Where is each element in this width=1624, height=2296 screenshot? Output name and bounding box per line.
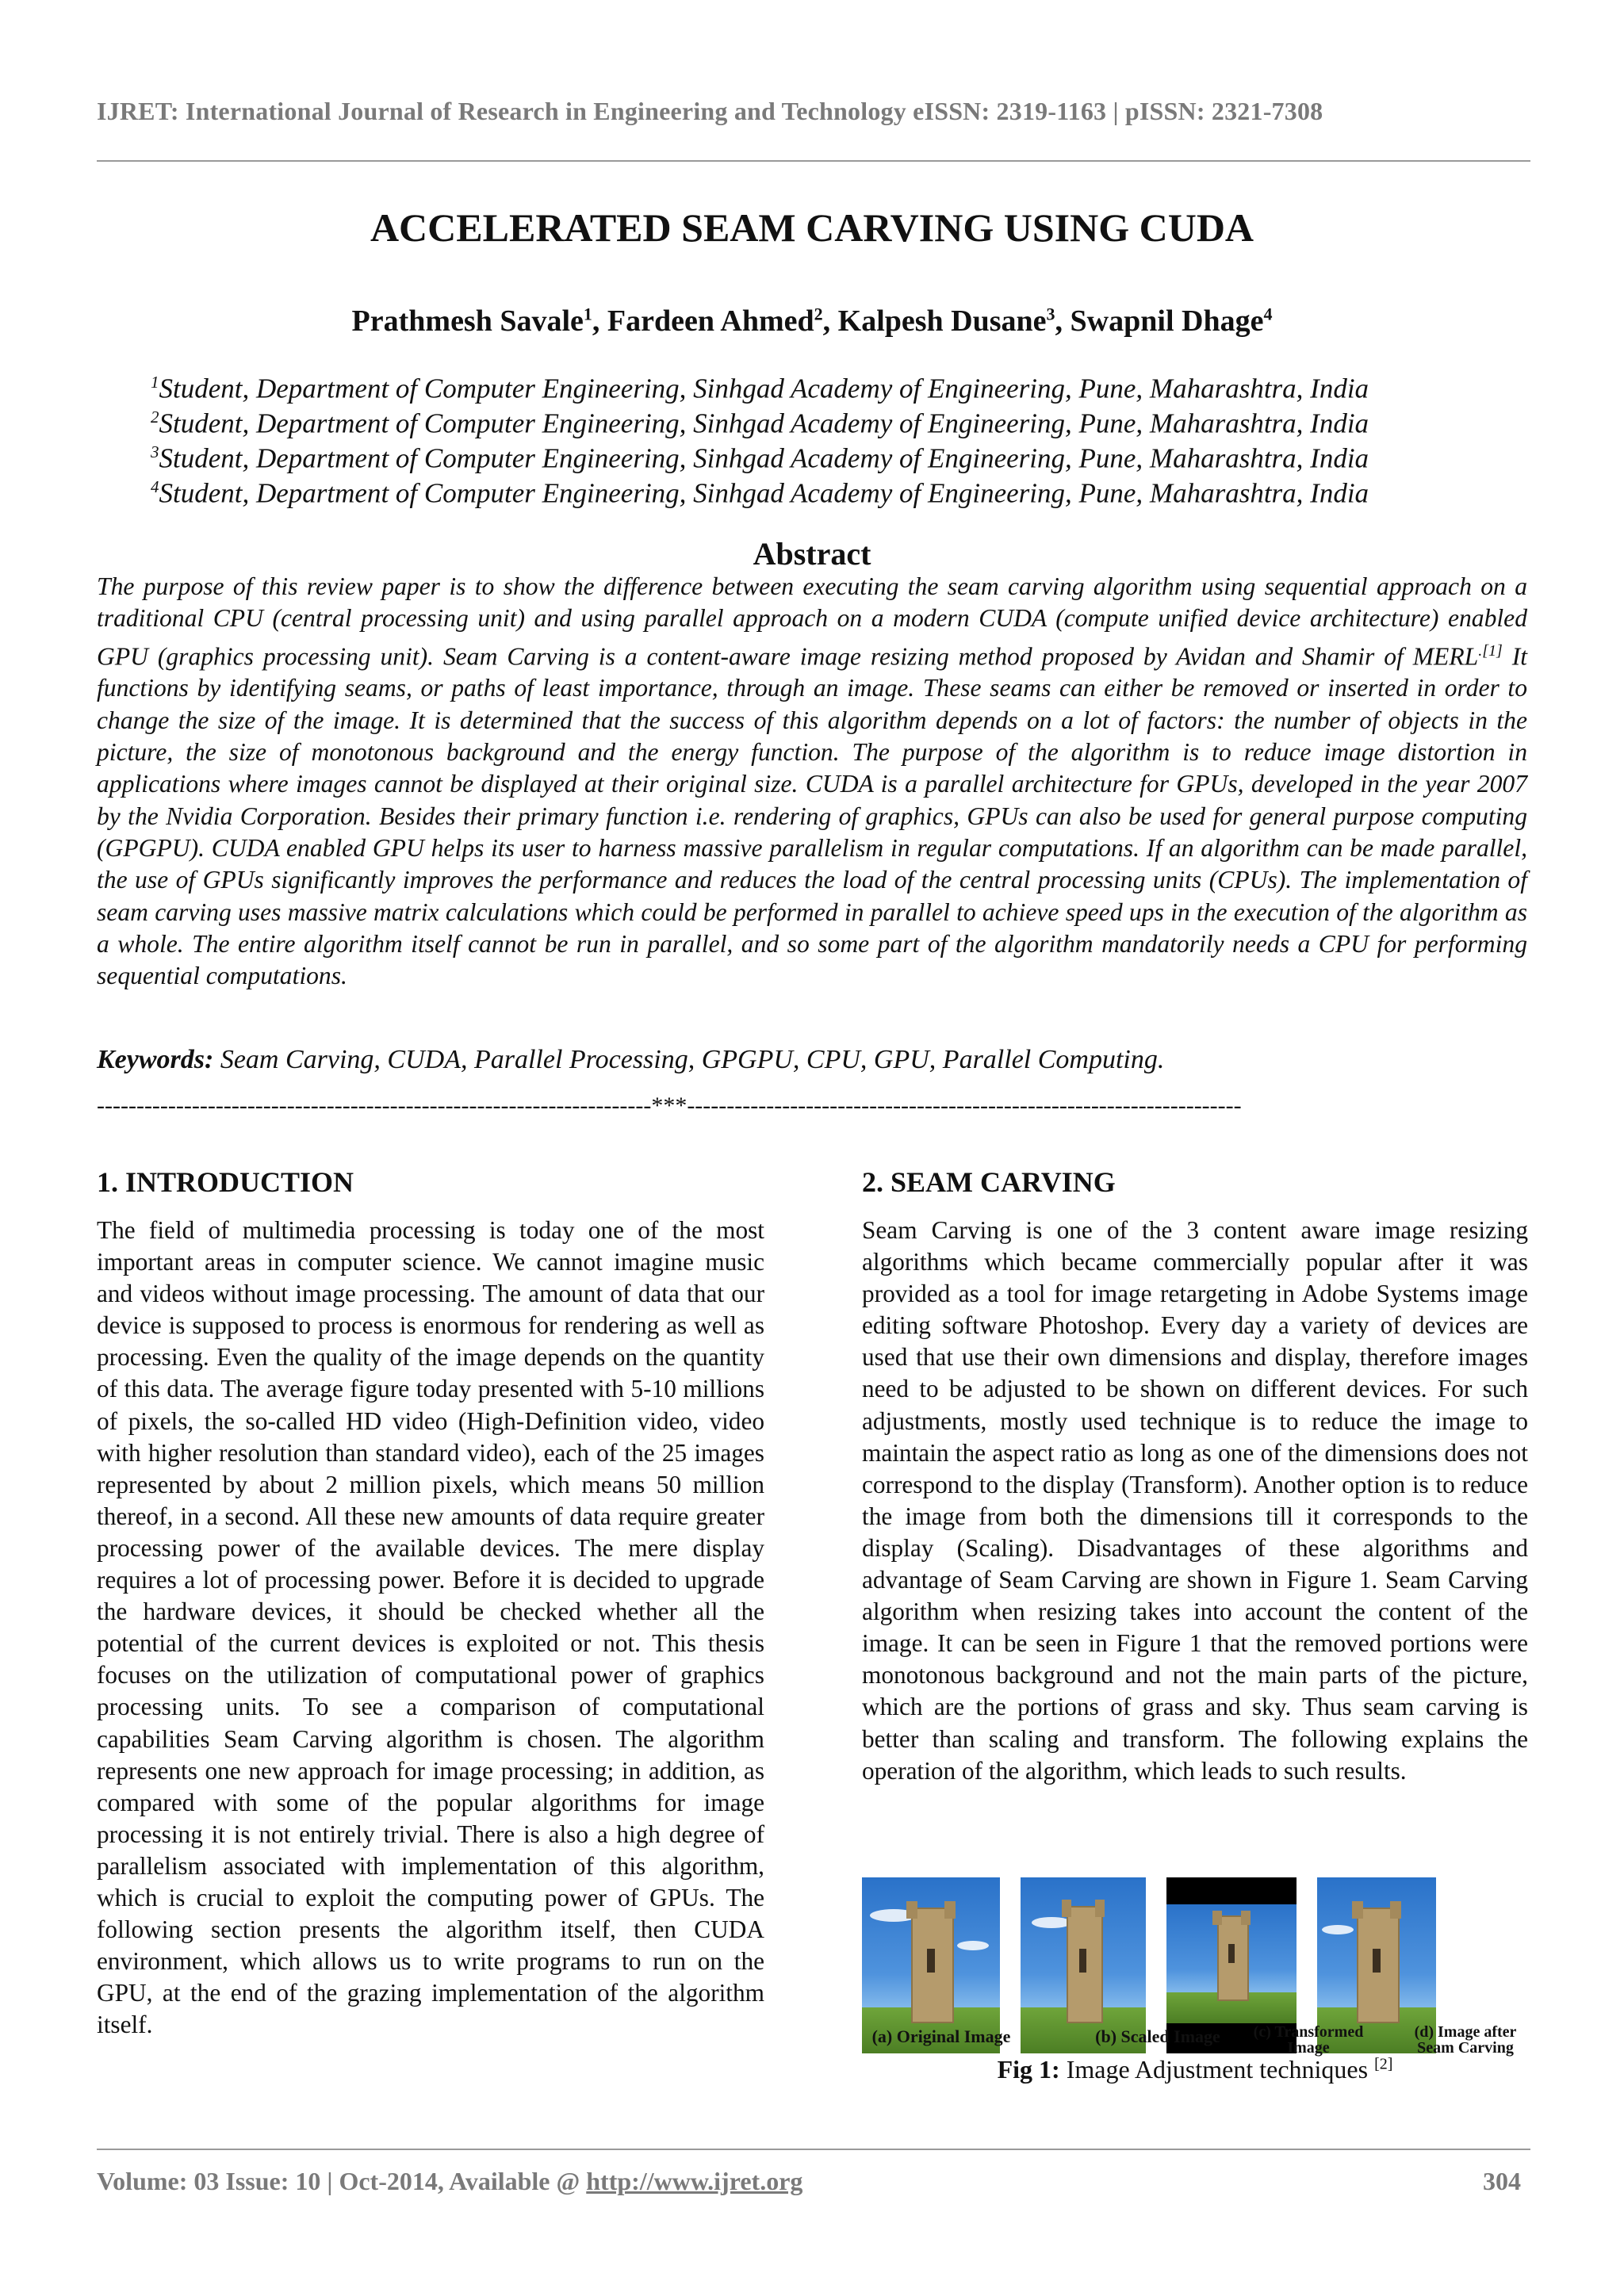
subcaption-d: (d) Image after Seam Carving [1414, 2023, 1517, 2057]
footer: Volume: 03 Issue: 10 | Oct-2014, Available @ http://www.ijret.org 304 [97, 2167, 1521, 2195]
abstract-heading: Abstract [753, 536, 871, 572]
subcaption-b: (b) Scaled Image [1095, 2026, 1220, 2046]
footer-rule [97, 2149, 1530, 2150]
affiliation-1: $^1$Student, Department of Computer Engineering, Sinhgad Academy of Engineering, Pune, Maharashtra, India [151, 373, 1369, 404]
author-4: Swapnil Dhage$^4$ [1070, 304, 1273, 338]
section-separator: ----------------------------------------------------------------------***---------------------------------------------------------------------- [97, 1093, 1242, 1119]
affiliation-2: $^2$Student, Department of Computer Engineering, Sinhgad Academy of Engineering, Pune, Maharashtra, India [151, 408, 1369, 439]
page-number: 304 [1483, 2167, 1521, 2195]
author-list: Prathmesh Savale$^1$, Fardeen Ahmed$^2$, Kalpesh Dusane$^3$, Swapnil Dhage$^4$ [351, 304, 1273, 338]
author-1: Prathmesh Savale$^1$ [351, 304, 592, 338]
section-1-heading: 1. INTRODUCTION [97, 1166, 354, 1198]
section-2-body: Seam Carving is one of the 3 content aware image resizing algorithms which became commercially popular after it was provided as a tool for image retargeting in Adobe Systems image editing software Photoshop. Every day a variety of devices are used that use their own dimensions and display, therefore images need to be adjusted to be shown on different devices. For such adjustments, mostly used technique is to reduce the image to maintain the aspect ratio as long as one of the dimensions does not correspond to the display (Transform). Another option is to reduce the image from both the dimensions till it corresponds to the display (Scaling). Disadvantages of these algorithms and advantage of Seam Carving are shown in Figure 1. Seam Carving algorithm when resizing takes into account the content of the image. It can be seen in Figure 1 that the removed portions were monotonous background and not the main parts of the picture, which are the portions of grass and sky. Thus seam carving is better than scaling and transform. The following explains the operation of the algorithm, which leads to such results. [862, 1216, 1528, 1785]
affiliation-3: $^3$Student, Department of Computer Engineering, Sinhgad Academy of Engineering, Pune, Maharashtra, India [151, 442, 1369, 474]
figure-citation: [2] [1374, 2055, 1393, 2073]
affiliation-4: $^4$Student, Department of Computer Engineering, Sinhgad Academy of Engineering, Pune, Maharashtra, India [151, 477, 1369, 509]
section-2-heading: 2. SEAM CARVING [862, 1166, 1116, 1198]
journal-link[interactable]: http://www.ijret.org [586, 2167, 803, 2195]
keywords-label: Keywords: [97, 1045, 214, 1074]
author-3: Kalpesh Dusane$^3$ [837, 304, 1055, 338]
paper-title: ACCELERATED SEAM CARVING USING CUDA [370, 205, 1254, 250]
author-2: Fardeen Ahmed$^2$ [607, 304, 823, 338]
subcaption-c: (c) Transformed Image [1253, 2023, 1364, 2057]
abstract-body: The purpose of this review paper is to show the difference between executing the seam carving algorithm using sequential approach on a traditional CPU (central processing unit) and using parallel approach on a modern CUDA (compute unified device architecture) enabled GPU (graphics processing unit). Seam Carving is a content-aware image resizing method proposed by Avidan and Shamir of $MERL^{.[1]}$ It functions by identifying seams, or paths of least importance, through an image. These seams can either be removed or inserted in order to change the size of the image. It is determined that the success of this algorithm depends on a lot of factors: the number of objects in the picture, the size of monotonous background and the energy function. The purpose of the algorithm is to reduce image distortion in applications where images cannot be displayed at their original size. CUDA is a parallel architecture for GPUs, developed in the year 2007 by the Nvidia Corporation. Besides their primary function i.e. rendering of graphics, GPUs can also be used for general purpose computing (GPGPU). CUDA enabled GPU helps its user to harness massive parallelism in regular computations. If an algorithm can be made parallel, the use of GPUs significantly improves the performance and reduces the load of the central processing units (CPUs). The implementation of seam carving uses massive matrix calculations which could be performed in parallel to achieve speed ups in the execution of the algorithm as a whole. The entire algorithm itself cannot be run in parallel, and so some part of the algorithm mandatorily needs a CPU for performing sequential computations. [97, 572, 1527, 990]
figure-caption: Fig 1: Image Adjustment techniques [2] [997, 2055, 1393, 2084]
section-1-body: The field of multimedia processing is today one of the most important areas in computer science. We cannot imagine music and videos without image processing. The amount of data that our device is supposed to process is enormous for rendering as well as processing. Even the quality of the image depends on the quantity of this data. The average figure today presented with 5-10 millions of pixels, the so-called HD video (High-Definition video, video with higher resolution than standard video), each of the 25 images represented by about 2 million pixels, which means 50 million thereof, in a second. All these new amounts of data require greater processing power of the available devices. The mere display requires a lot of processing power. Before it is decided to upgrade the hardware devices, it should be checked whether all the potential of the current devices is exploited or not. This thesis focuses on the utilization of computational power of graphics processing units. To see a comparison of computational capabilities Seam Carving algorithm is chosen. The algorithm represents one new approach for image processing; in addition, as compared with some of the popular algorithms for image processing it is not entirely trivial. There is also a high degree of parallelism associated with implementation of this algorithm, which is crucial to exploit the computing power of GPUs. The following section presents the algorithm itself, then CUDA environment, which allows us to write programs to run on the GPU, at the end of the grazing implementation of the algorithm itself. [97, 1216, 764, 2039]
citation-ref: .[1] [1478, 641, 1503, 660]
keywords: Keywords: Seam Carving, CUDA, Parallel Processing, GPGPU, CPU, GPU, Parallel Computing. [97, 1045, 1165, 1074]
subcaption-a: (a) Original Image [871, 2026, 1011, 2046]
header-rule [97, 160, 1530, 162]
figure-caption-label: Fig 1: [997, 2055, 1060, 2084]
journal-header: IJRET: International Journal of Research in Engineering and Technology eISSN: 2319-1163 | pISSN: 2321-7308 [97, 97, 1323, 125]
